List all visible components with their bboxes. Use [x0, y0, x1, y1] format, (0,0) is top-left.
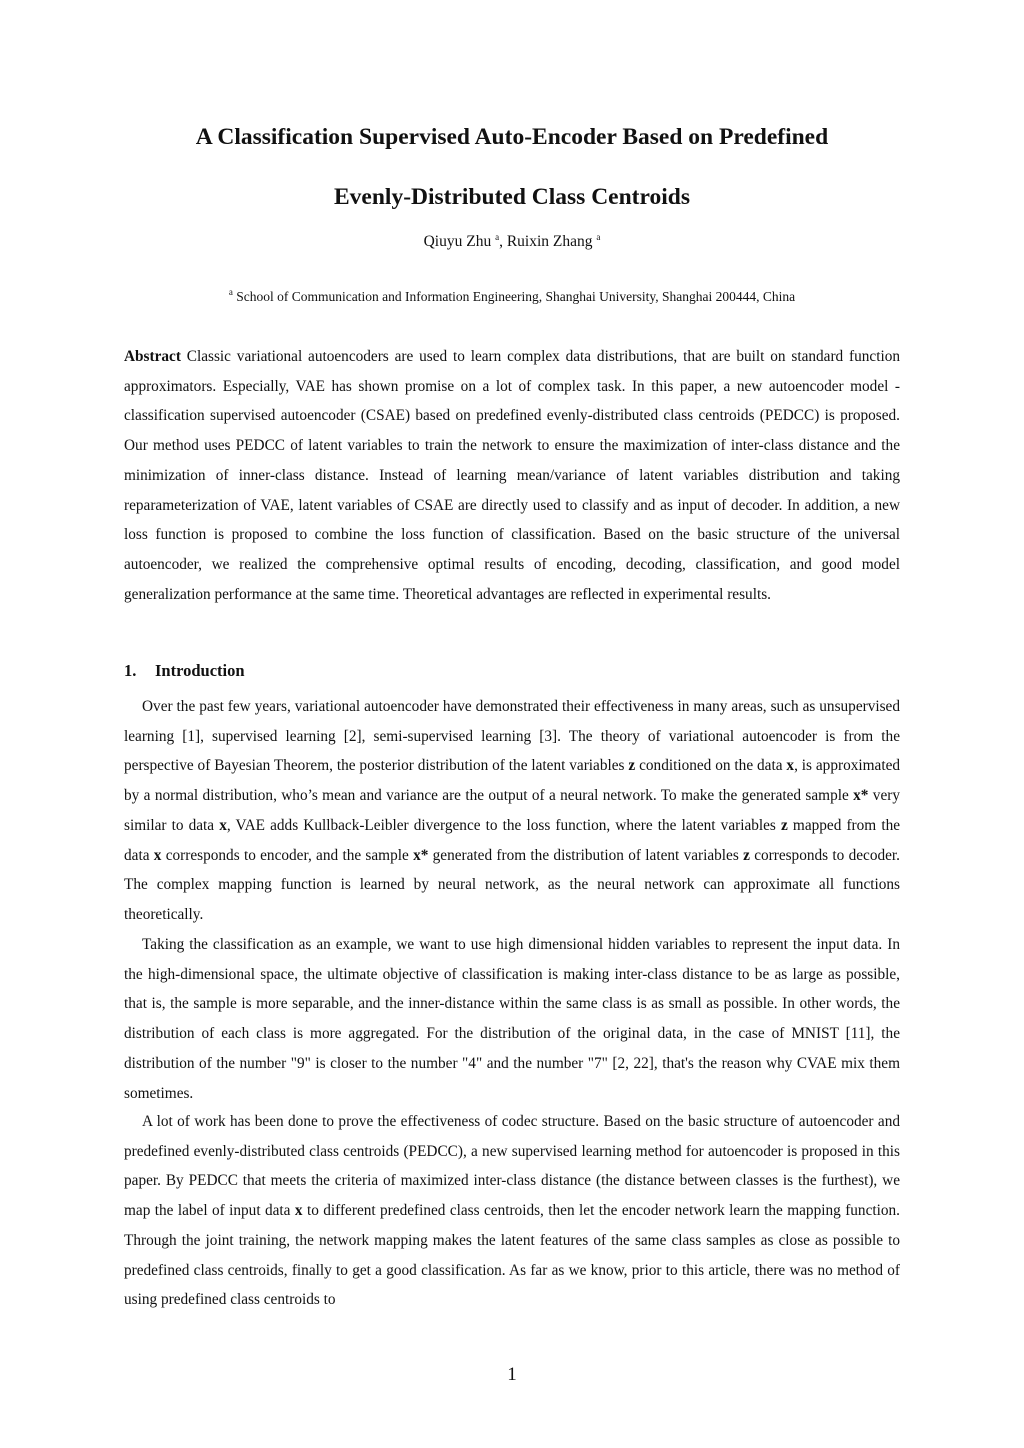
text-run: to different predefined class centroids, then let the encoder network learn the mapping function. Through the joint training, the network mapping makes the latent features of the same class samples as close as possible to predefined class centroids, finally to get a good classification. As far as we know, prior to this article, there was no method of using predefined class centroids to — [124, 1202, 900, 1309]
text-run: Over the past few years, variational autoencoder have demonstrated their effectiveness in many areas, such as unsupervised learning [1], supervised learning [2], semi-supervised learning [3]. The theory of variational autoencoder is from the perspective of Bayesian Theorem, the posterior distribution of the latent variables — [124, 698, 900, 775]
math-symbol: x* — [853, 787, 869, 805]
math-symbol: x — [786, 757, 795, 775]
author-list — [0, 233, 1024, 251]
body-paragraph — [124, 1107, 900, 1315]
math-symbol: x — [219, 816, 227, 834]
affiliation-marker: a — [228, 287, 233, 297]
affiliation-marker: a — [495, 232, 500, 242]
author-name: Qiuyu Zhu — [423, 233, 492, 250]
abstract-text: Classic variational autoencoders are used to learn complex data distributions, that are built on standard function approximators. Especially, VAE has shown promise on a lot of complex task. In this paper, a new autoencoder model - classification supervised autoencoder (CSAE) based on predefined evenly-distributed class centroids (PEDCC) is proposed. Our method uses PEDCC of latent variables to train the network to ensure the maximization of inter-class distance and the minimization of inner-class distance. Instead of learning mean/variance of latent variables distribution and taking reparameterization of VAE, latent variables of CSAE are directly used to classify and as input of decoder. In addition, a new loss function is proposed to combine the loss function of classification. Based on the basic structure of the universal autoencoder, we realized the comprehensive optimal results of encoding, decoding, classification, and good model generalization performance at the same time. Theoretical advantages are reflected in experimental results. — [124, 348, 900, 603]
math-symbol: z — [781, 816, 788, 834]
text-run: , VAE adds Kullback-Leibler divergence to the loss function, where the latent variables — [226, 816, 782, 834]
section-number: 1. — [124, 661, 137, 680]
abstract — [124, 342, 900, 609]
math-symbol: z — [743, 846, 750, 864]
abstract-label: Abstract — [124, 348, 181, 365]
text-run: mapped from the data — [124, 816, 901, 864]
math-symbol: x — [153, 846, 162, 864]
author-name: Ruixin Zhang — [506, 233, 593, 250]
text-run: corresponds to decoder. The complex mapping function is learned by neural network, as the neural network can approximate all functions theoretically. — [124, 846, 900, 923]
section-title: Introduction — [155, 661, 245, 680]
paper-title-line-2: Evenly-Distributed Class Centroids — [333, 184, 690, 210]
text-run: corresponds to encoder, and the sample — [161, 846, 414, 864]
affiliation — [0, 289, 1024, 305]
body-paragraph: Taking the classification as an example, we want to use high dimensional hidden variables to represent the input data. In the high-dimensional space, the ultimate objective of classification is making inter-class distance to be as large as possible, that is, the sample is more separable, and the inner-distance within the same class is as small as possible. In other words, the distribution of each class is more aggregated. For the distribution of the original data, in the case of MNIST [11], the distribution of the number "9" is closer to the number "4" and the number "7" [2, 22], that's the reason why CVAE mix them sometimes. — [124, 936, 900, 1102]
text-run: A lot of work has been done to prove the effectiveness of codec structure. Based on the basic structure of autoencoder and predefined evenly-distributed class centroids (PEDCC), a new supervised learning method for autoencoder is proposed in this paper. By PEDCC that meets the criteria of maximized inter-class distance (the distance between classes is the furthest), we map the label of input data — [124, 1113, 900, 1220]
text-run: generated from the distribution of latent variables — [428, 846, 744, 864]
text-run: very similar to data — [124, 787, 900, 834]
text-run: conditioned on the data — [635, 757, 787, 775]
math-symbol: z — [628, 757, 636, 775]
body-paragraph — [124, 692, 900, 930]
affiliation-text: School of Communication and Information Engineering, Shanghai University, Shanghai 200444, China — [236, 289, 796, 304]
math-symbol: x — [294, 1202, 303, 1220]
paper-title-line-1: A Classification Supervised Auto-Encoder Based on Predefined — [195, 124, 829, 150]
affiliation-marker: a — [596, 232, 601, 242]
math-symbol: x* — [413, 846, 429, 864]
page-number: 1 — [507, 1364, 517, 1385]
section-heading — [124, 661, 245, 681]
author-separator: , — [499, 233, 507, 250]
text-run: , is approximated by a normal distribution, who’s mean and variance are the output of a neural network. To make the generated sample — [124, 757, 901, 805]
